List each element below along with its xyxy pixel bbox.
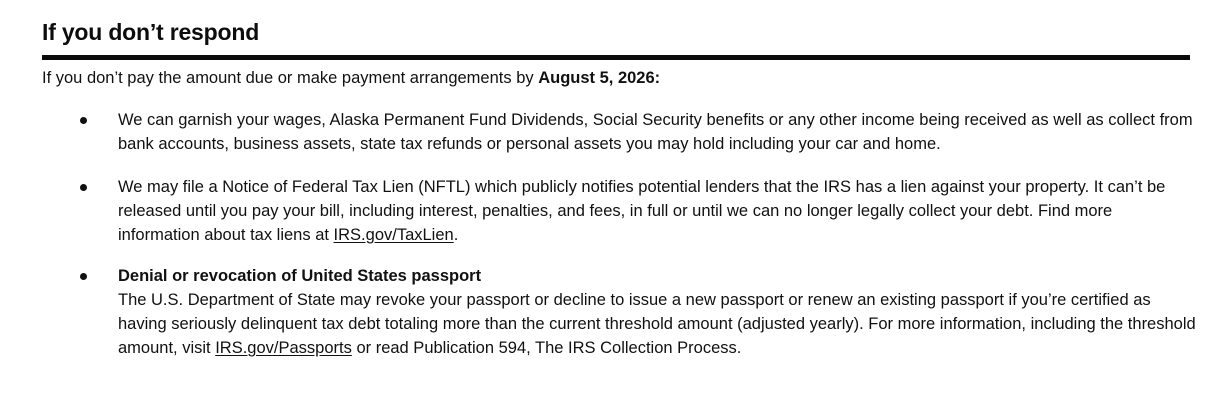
- section-heading: If you don’t respond: [42, 19, 260, 45]
- bullet-icon: [80, 273, 87, 280]
- garnish-text: We can garnish your wages, Alaska Permanent Fund Dividends, Social Security benefits or any other income being received as well as collect from bank accounts, business assets, state tax refunds or personal assets you may hold including your car and home.: [118, 111, 1193, 153]
- passport-text-end: or read Publication 594, The IRS Collection Process.: [351, 339, 742, 357]
- tax-lien-link[interactable]: IRS.gov/TaxLien: [333, 226, 454, 244]
- due-date: August 5, 2026:: [538, 69, 661, 87]
- tax-lien-text-end: .: [453, 226, 459, 244]
- passport-text: The U.S. Department of State may revoke your passport or decline to issue a new passport or renew an existing passport if you’re certified as having seriously delinquent tax debt totaling more than the current threshold amount (adjusted yearly). For more information, including the threshold amount, visit: [118, 291, 1196, 357]
- intro-text: If you don’t pay the amount due or make payment arrangements by: [42, 69, 539, 87]
- bullet-icon: [80, 184, 87, 191]
- passport-title: Denial or revocation of United States passport: [118, 267, 482, 285]
- intro-paragraph: [42, 67, 660, 89]
- list-item-text: [118, 175, 1198, 247]
- list-item-text: [118, 264, 1198, 360]
- tax-lien-text: We may file a Notice of Federal Tax Lien (NFTL) which publicly notifies potential lenders that the IRS has a lien against your property. It can’t be released until you pay your bill, including interest, penalties, and fees, in full or until we can no longer legally collect your debt. Find more information about tax liens at: [118, 178, 1166, 244]
- passports-link[interactable]: IRS.gov/Passports: [215, 339, 352, 357]
- list-item-text: [118, 108, 1198, 156]
- bullet-icon: [80, 117, 87, 124]
- heading-divider: [42, 55, 1190, 60]
